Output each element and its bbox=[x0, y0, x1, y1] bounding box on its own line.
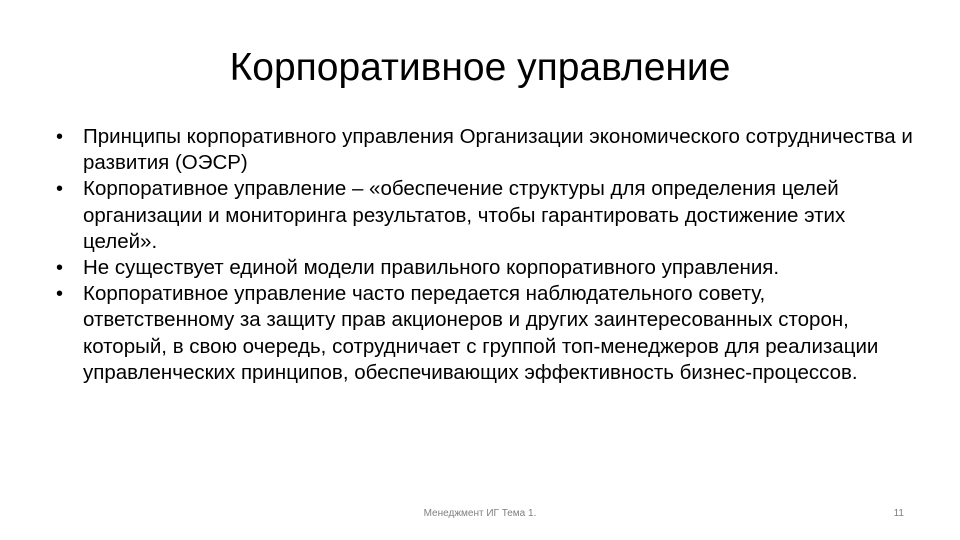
bullet-text: Корпоративное управление часто передается наблюдательного совету, ответственному за защиту прав акционеров и других заинтересованных сторон, который, в свою очередь, сотрудничает с группой топ-менеджеров для реализации управленческих принципов, обеспечивающих эффективность бизнес-процессов. bbox=[83, 282, 879, 384]
bullet-item bbox=[56, 255, 916, 281]
slide-footer: Менеджмент ИГ Тема 1. bbox=[423, 508, 537, 519]
bullet-text: Принципы корпоративного управления Организации экономического сотрудничества и развития (ОЭСР) bbox=[83, 125, 913, 175]
bullet-item bbox=[56, 124, 916, 176]
bullet-text: Не существует единой модели правильного корпоративного управления. bbox=[83, 256, 780, 280]
slide-title: Корпоративное управление bbox=[229, 46, 731, 89]
bullet-mark: • bbox=[56, 283, 64, 306]
bullet-list bbox=[56, 124, 916, 386]
bullet-item bbox=[56, 176, 916, 255]
bullet-mark: • bbox=[56, 257, 64, 280]
page-number: 11 bbox=[893, 508, 904, 519]
bullet-mark: • bbox=[56, 126, 64, 148]
bullet-item bbox=[56, 281, 916, 386]
bullet-text: Корпоративное управление – «обеспечение структуры для определения целей организации и мониторинга результатов, чтобы гарантировать достижение этих целей». bbox=[83, 177, 846, 253]
bullet-mark: • bbox=[56, 178, 64, 201]
